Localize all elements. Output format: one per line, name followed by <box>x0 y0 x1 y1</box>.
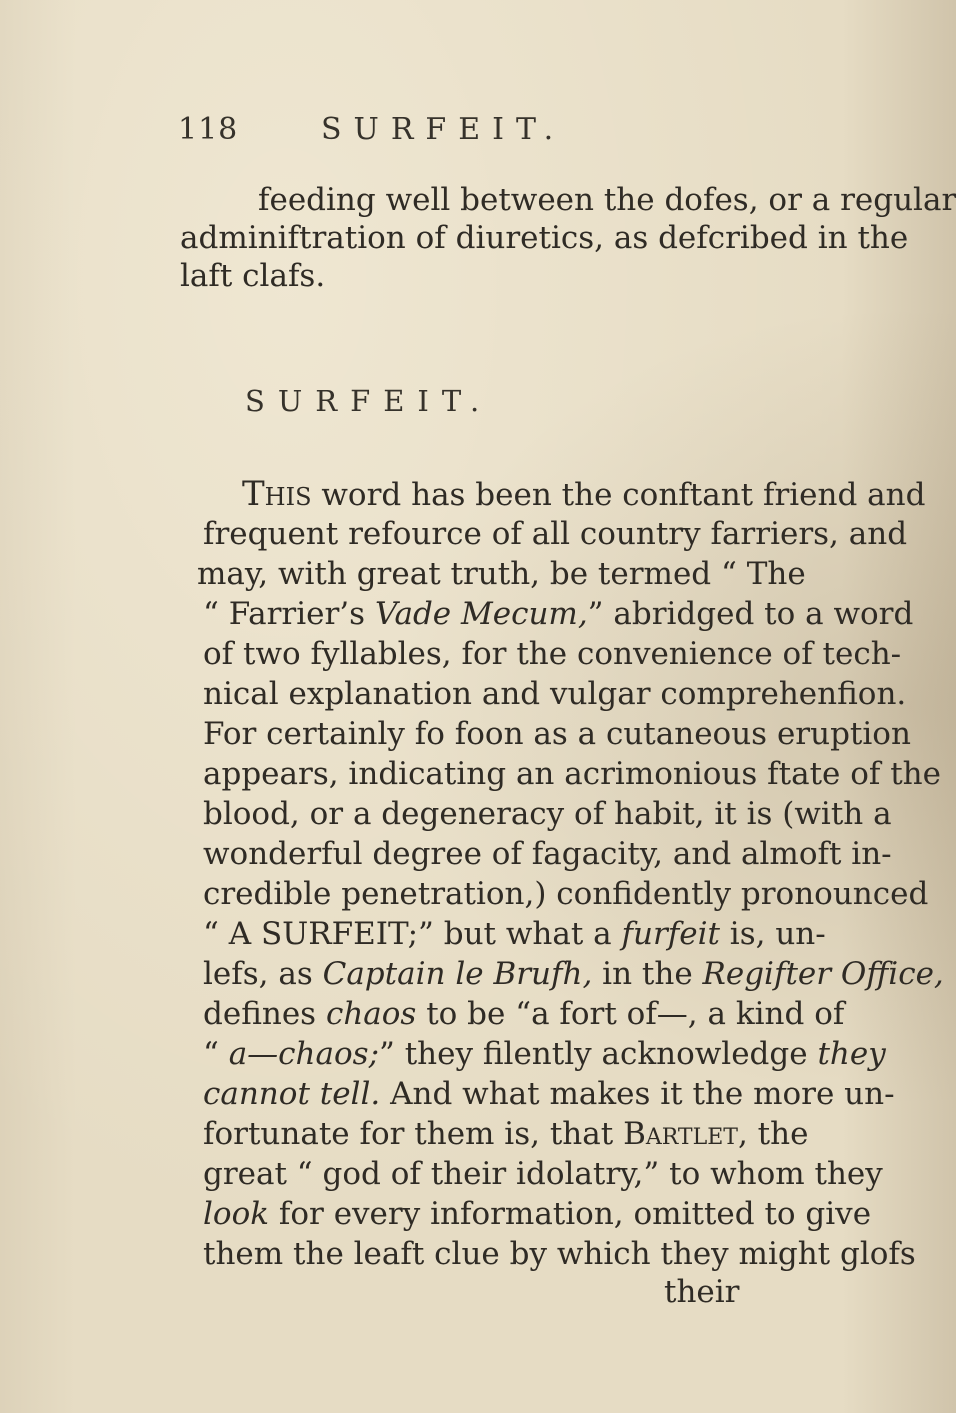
body-line-4-a: “ Farrier’s <box>203 596 375 632</box>
page-number: 118 <box>178 112 239 147</box>
body-line-12-b: is, un- <box>719 916 826 952</box>
body-line-13-b: in the <box>592 956 703 992</box>
body-line-14-b: to be “a fort of—, a kind of <box>416 996 845 1032</box>
body-line-12-a: “ A SURFEIT;” but what a <box>203 916 622 952</box>
running-head: SURFEIT. <box>321 112 566 147</box>
carryover-line-3: laft clafs. <box>180 258 326 294</box>
body-line-5: of two fyllables, for the convenience of tech- <box>203 636 902 672</box>
body-line-16-italic: cannot tell. <box>203 1076 381 1112</box>
body-line-14-italic: chaos <box>325 996 417 1032</box>
body-line-16 <box>203 1074 895 1114</box>
body-line-7: For certainly fo foon as a cutaneous eruption <box>203 716 911 752</box>
body-line-17 <box>203 1114 809 1154</box>
body-line-12 <box>203 914 826 954</box>
body-line-9: blood, or a degeneracy of habit, it is (with a <box>203 796 892 832</box>
body-line-15-italic-2: they <box>817 1036 886 1072</box>
body-line-4-b: ” abridged to a word <box>587 596 914 632</box>
body-line-19-italic: look <box>203 1196 270 1232</box>
section-title: SURFEIT. <box>245 384 493 418</box>
body-line-13-italic-2: Regifter Office, <box>702 956 944 992</box>
body-line-13-italic: Captain le Brufh, <box>322 956 593 992</box>
catchword: their <box>664 1274 740 1310</box>
body-line-18: great “ god of their idolatry,” to whom they <box>203 1156 883 1192</box>
body-line-14 <box>203 994 845 1034</box>
body-line-15-italic: a—chaos; <box>228 1036 380 1072</box>
body-line-19 <box>203 1194 872 1234</box>
body-line-15-b: ” they filently acknowledge <box>379 1036 818 1072</box>
body-line-2: frequent refource of all country farriers, and <box>203 516 908 552</box>
body-line-4-italic: Vade Mecum, <box>374 596 588 632</box>
body-line-17-a: fortunate for them is, that <box>203 1116 624 1152</box>
body-line-13 <box>203 954 944 994</box>
opening-word: This <box>242 474 312 514</box>
body-line-13-a: lefs, as <box>203 956 323 992</box>
carryover-line-2: adminiftration of diuretics, as defcribed in the <box>180 220 909 256</box>
body-line-19-b: for every information, omitted to give <box>269 1196 872 1232</box>
body-line-8: appears, indicating an acrimonious ftate of the <box>203 756 941 792</box>
body-line-12-italic: furfeit <box>621 916 720 952</box>
carryover-line-1: feeding well between the dofes, or a regular <box>258 182 956 218</box>
body-line-17-smallcaps: Bartlet <box>623 1116 738 1152</box>
body-line-4 <box>203 594 914 634</box>
body-line-15-a: “ <box>203 1036 229 1072</box>
body-line-14-a: defines <box>203 996 326 1032</box>
body-line-10: wonderful degree of fagacity, and almoft in- <box>203 836 892 872</box>
body-line-1 <box>242 474 926 515</box>
body-line-6: nical explanation and vulgar comprehenfion. <box>203 676 907 712</box>
body-line-3: may, with great truth, be termed “ The <box>197 556 806 592</box>
body-line-16-b: And what makes it the more un- <box>380 1076 895 1112</box>
page-header <box>178 112 798 152</box>
body-line-1-text: word has been the conftant friend and <box>311 477 926 513</box>
body-line-11: credible penetration,) confidently pronounced <box>203 876 929 912</box>
body-line-20: them the leaft clue by which they might glofs <box>203 1236 916 1272</box>
body-line-15 <box>203 1034 886 1074</box>
body-line-17-b: , the <box>737 1116 809 1152</box>
